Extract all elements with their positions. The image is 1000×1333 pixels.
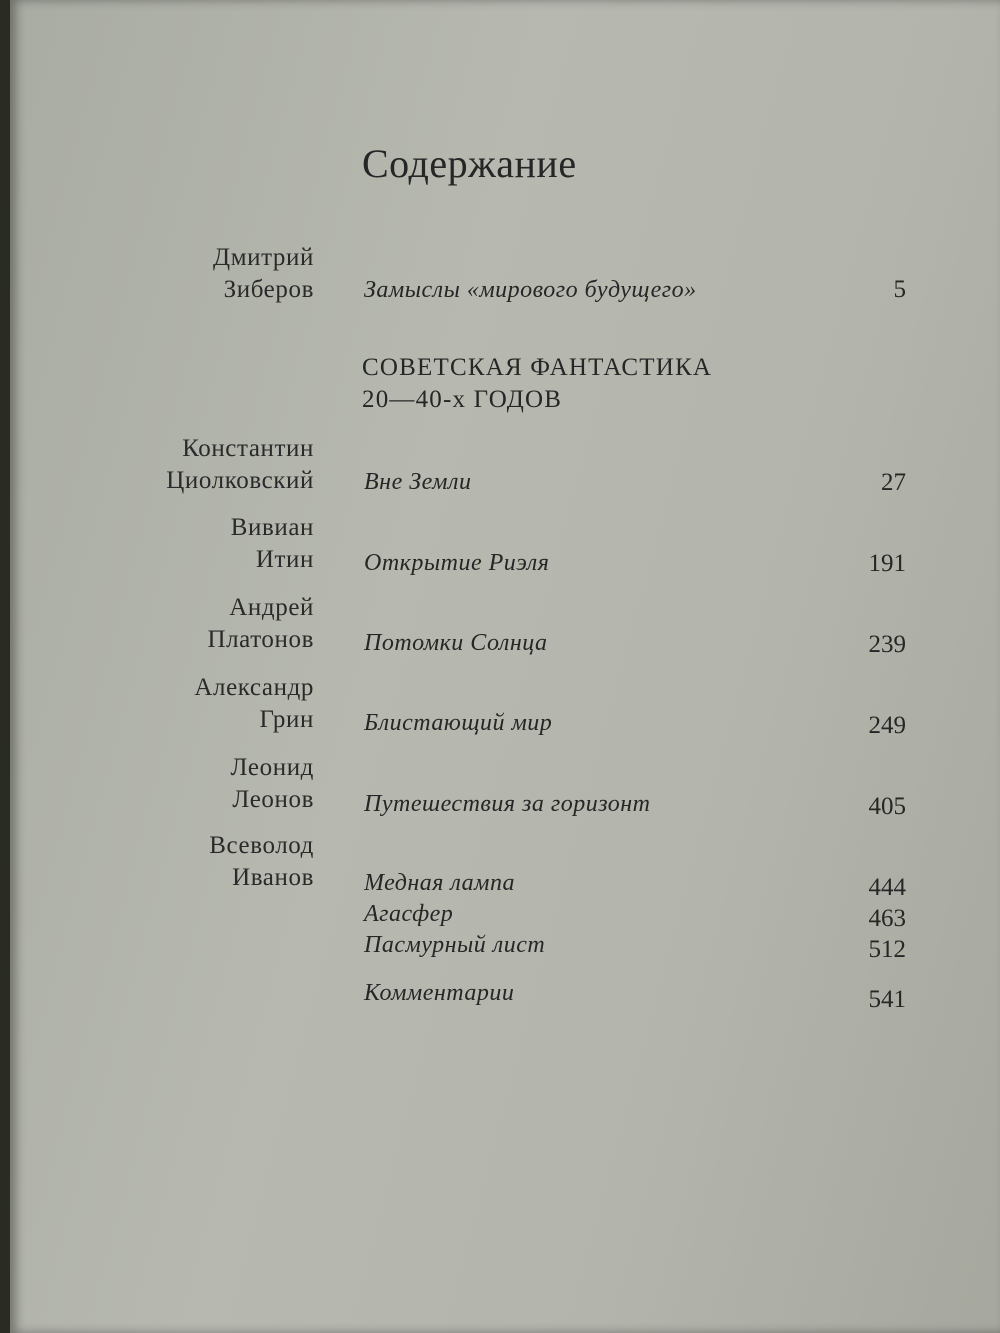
author-first-name: Константин — [182, 435, 314, 462]
author-first-name: Вивиан — [230, 514, 314, 541]
work-title: Путешествия за горизонт — [364, 791, 651, 817]
work-title: Открытие Риэля — [364, 550, 550, 576]
page-number: 249 — [868, 712, 906, 739]
book-page — [10, 0, 1000, 1333]
section-heading — [362, 352, 712, 416]
page-title: Содержание — [362, 141, 577, 186]
work-title: Медная лампа — [364, 870, 515, 896]
author-first-name: Всеволод — [209, 832, 314, 859]
page-number: 512 — [868, 936, 906, 963]
page-number: 405 — [868, 793, 906, 820]
author-name — [231, 752, 314, 816]
author-first-name: Дмитрий — [213, 244, 314, 271]
author-name — [207, 592, 314, 656]
author-last-name: Итин — [255, 546, 314, 573]
work-title: Потомки Солнца — [364, 630, 548, 656]
section-heading-line: 20—40-х ГОДОВ — [362, 386, 563, 413]
page-number: 5 — [893, 276, 906, 303]
work-title: Вне Земли — [364, 469, 472, 495]
author-last-name: Зиберов — [223, 276, 314, 303]
author-name — [194, 672, 314, 736]
author-first-name: Александр — [194, 674, 314, 701]
author-name — [209, 830, 314, 894]
section-heading-line: СОВЕТСКАЯ ФАНТАСТИКА — [362, 354, 713, 381]
page-number: 27 — [881, 469, 906, 496]
author-last-name: Леонов — [232, 786, 314, 813]
author-name — [166, 433, 314, 497]
work-title: Пасмурный лист — [364, 932, 546, 958]
author-first-name: Леонид — [230, 754, 314, 781]
author-name — [213, 242, 314, 306]
author-last-name: Циолковский — [166, 467, 314, 494]
page-number: 444 — [868, 874, 906, 901]
page-number: 541 — [868, 986, 906, 1013]
author-last-name: Платонов — [207, 626, 314, 653]
page-number: 239 — [868, 631, 906, 658]
comments-title: Комментарии — [364, 980, 515, 1006]
page-number: 191 — [868, 550, 906, 577]
work-title: Агасфер — [364, 901, 454, 927]
author-last-name: Иванов — [232, 864, 314, 891]
author-last-name: Грин — [259, 706, 314, 733]
author-name — [231, 512, 314, 576]
author-first-name: Андрей — [229, 594, 314, 621]
work-title: Блистающий мир — [364, 710, 553, 736]
page-number: 463 — [868, 905, 906, 932]
work-title: Замыслы «мирового будущего» — [364, 277, 697, 303]
